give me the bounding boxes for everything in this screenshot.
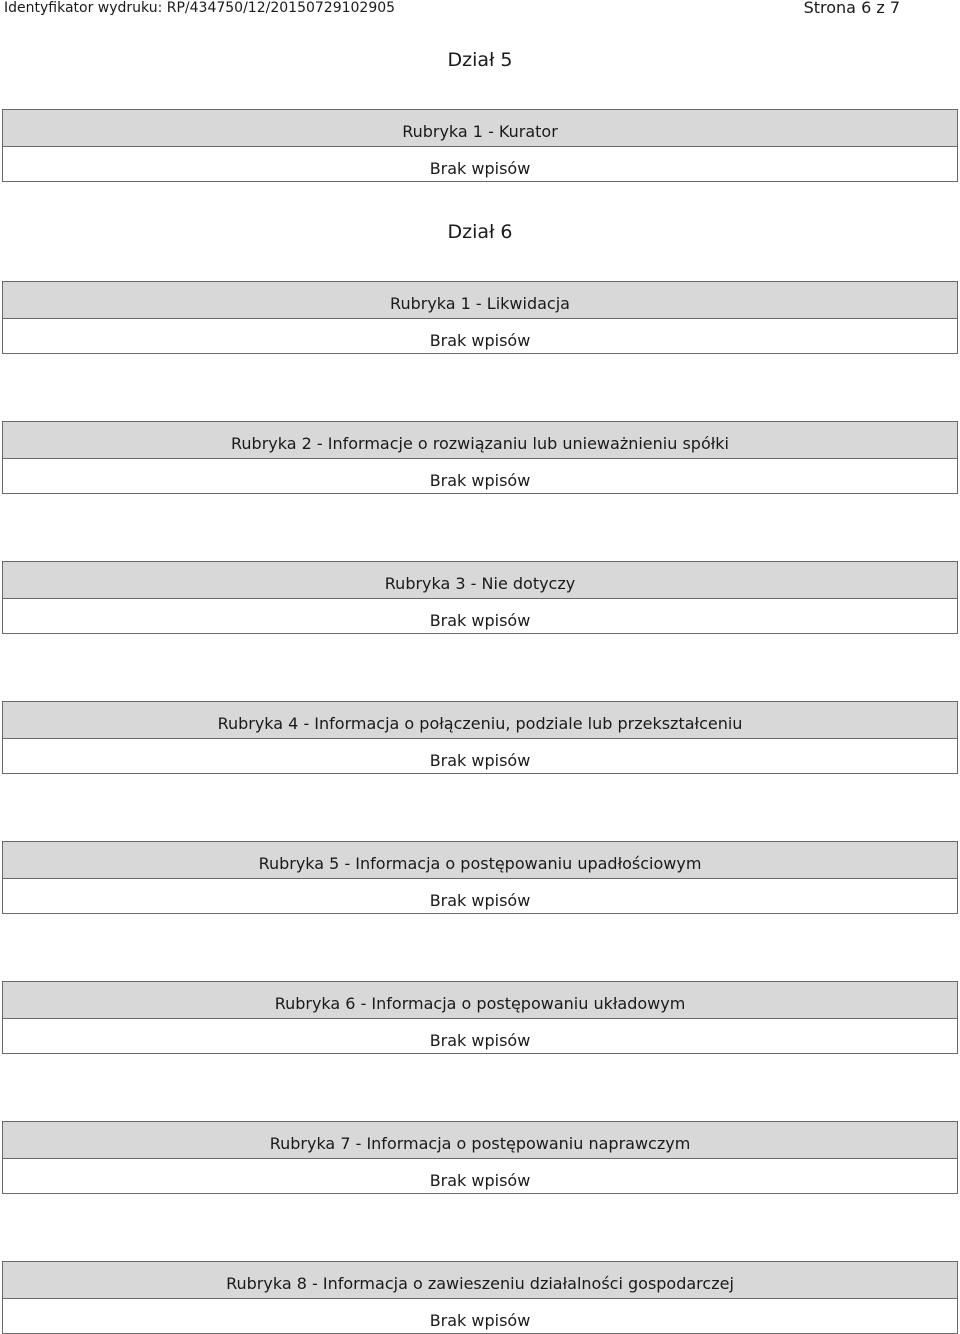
rubryka-table-rozwiazanie — [2, 421, 958, 494]
rubryka-content: Brak wpisów — [3, 1299, 957, 1333]
rubryka-content: Brak wpisów — [3, 1159, 957, 1193]
rubryka-table-kurator — [2, 109, 958, 182]
rubryka-title: Rubryka 6 - Informacja o postępowaniu układowym — [3, 982, 957, 1019]
rubryka-content: Brak wpisów — [3, 459, 957, 493]
rubryka-table-upadlosc — [2, 841, 958, 914]
rubryka-table-naprawcze — [2, 1121, 958, 1194]
rubryka-title: Rubryka 1 - Likwidacja — [3, 282, 957, 319]
rubryka-table-polaczenie — [2, 701, 958, 774]
rubryka-table-likwidacja — [2, 281, 958, 354]
rubryka-title: Rubryka 8 - Informacja o zawieszeniu działalności gospodarczej — [3, 1262, 957, 1299]
print-identifier: Identyfikator wydruku: RP/434750/12/20150729102905 — [4, 0, 396, 16]
rubryka-content: Brak wpisów — [3, 147, 957, 181]
rubryka-content: Brak wpisów — [3, 599, 957, 633]
rubryka-title: Rubryka 2 - Informacje o rozwiązaniu lub unieważnieniu spółki — [3, 422, 957, 459]
rubryka-content: Brak wpisów — [3, 879, 957, 913]
rubryka-title: Rubryka 3 - Nie dotyczy — [3, 562, 957, 599]
rubryka-table-zawieszenie — [2, 1261, 958, 1334]
rubryka-title: Rubryka 1 - Kurator — [3, 110, 957, 147]
rubryka-content: Brak wpisów — [3, 1019, 957, 1053]
page-number: Strona 6 z 7 — [803, 0, 900, 17]
rubryka-title: Rubryka 5 - Informacja o postępowaniu upadłościowym — [3, 842, 957, 879]
rubryka-table-uklad — [2, 981, 958, 1054]
section-title-dzial-5: Dział 5 — [447, 49, 513, 71]
rubryka-title: Rubryka 7 - Informacja o postępowaniu naprawczym — [3, 1122, 957, 1159]
rubryka-content: Brak wpisów — [3, 319, 957, 353]
rubryka-content: Brak wpisów — [3, 739, 957, 773]
rubryka-title: Rubryka 4 - Informacja o połączeniu, podziale lub przekształceniu — [3, 702, 957, 739]
rubryka-table-nie-dotyczy — [2, 561, 958, 634]
section-title-dzial-6: Dział 6 — [447, 221, 513, 243]
